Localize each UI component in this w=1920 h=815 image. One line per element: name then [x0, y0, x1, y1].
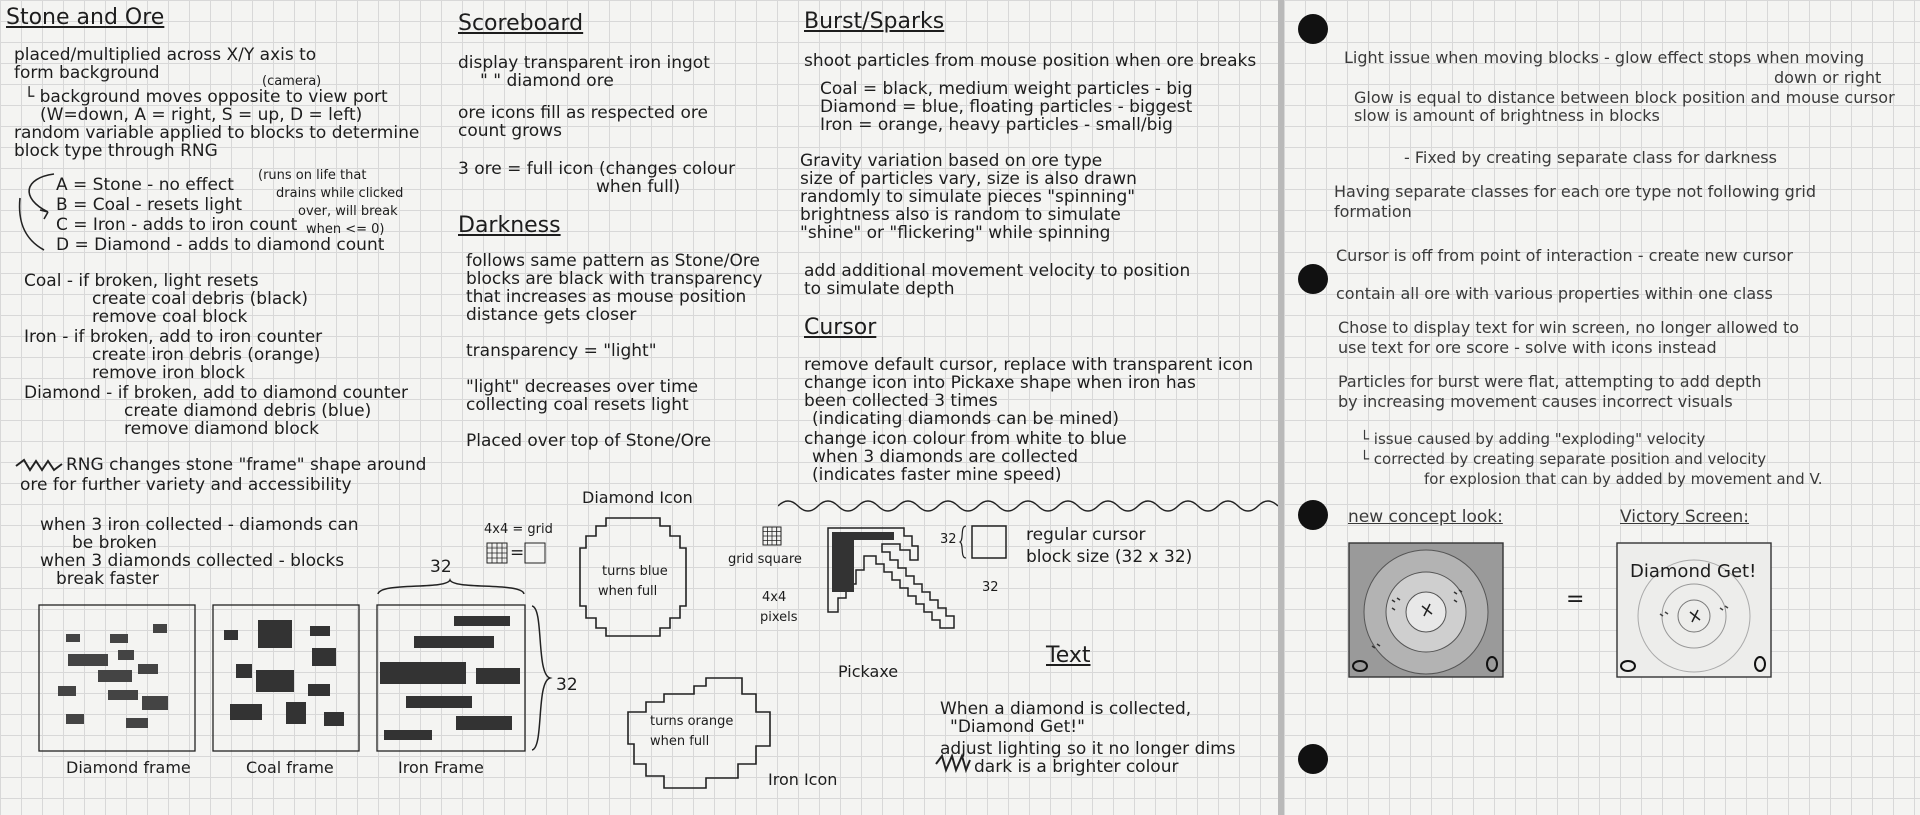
frame-dimension-top: 32: [430, 557, 452, 577]
diamond-icon-title: Diamond Icon: [582, 488, 693, 507]
issue-line: Light issue when moving blocks - glow effect stops when moving: [1344, 48, 1865, 67]
burst-line: Gravity variation based on ore type: [800, 151, 1103, 171]
binder-hole: [1298, 264, 1328, 294]
cursor-line: (indicating diamonds can be mined): [812, 409, 1120, 429]
cursor-title: Cursor: [804, 315, 877, 340]
grid-note-label: 4x4 = grid: [484, 522, 553, 537]
stone-ore-line: └ background moves opposite to view port: [24, 87, 388, 107]
grid-note-equals: =: [510, 543, 525, 563]
coal-rule: create coal debris (black): [92, 289, 309, 309]
scoreboard-line: ore icons fill as respected ore: [458, 103, 708, 123]
cursor-line: change icon colour from white to blue: [804, 429, 1127, 449]
cursor-line: remove default cursor, replace with transparent icon: [804, 355, 1254, 375]
victory-text: Diamond Get!: [1630, 561, 1757, 582]
burst-line: brightness also is random to simulate: [800, 205, 1121, 225]
pickaxe-grid-label: 4x4: [762, 590, 787, 605]
scoreboard-line: display transparent iron ingot: [458, 53, 710, 73]
diamond-icon-note: when full: [598, 584, 658, 599]
coal-frame-label: Coal frame: [246, 758, 334, 777]
scoreboard-title: Scoreboard: [458, 11, 584, 36]
coal-rule: remove coal block: [92, 307, 248, 327]
issue-line: Glow is equal to distance between block position and mouse cursor: [1354, 88, 1895, 107]
stone-ore-line: form background: [14, 63, 160, 83]
issue-line: formation: [1334, 202, 1412, 221]
stone-ore-title: Stone and Ore: [6, 5, 165, 30]
text-title: Text: [1046, 643, 1091, 668]
concept-title: new concept look:: [1348, 507, 1503, 527]
life-note: (runs on life that: [258, 168, 367, 183]
life-note: when <= 0): [306, 222, 385, 237]
rng-option-a: A = Stone - no effect: [56, 175, 234, 195]
diamond-rule: remove diamond block: [124, 419, 319, 439]
cursor-size-label: 32: [940, 532, 957, 547]
notebook-page-right: [1284, 0, 1920, 815]
section-divider: [778, 494, 1278, 514]
burst-line: shoot particles from mouse position when ore breaks: [804, 51, 1257, 71]
rng-frame-note: ore for further variety and accessibility: [20, 475, 352, 495]
scoreboard-line: count grows: [458, 121, 562, 141]
rng-option-b: B = Coal - resets light: [56, 195, 243, 215]
iron-rule: Iron - if broken, add to iron counter: [24, 327, 323, 347]
scoreboard-line: " " diamond ore: [480, 71, 614, 91]
darkness-line: that increases as mouse position: [466, 287, 747, 307]
darkness-line: distance gets closer: [466, 305, 637, 325]
diamond-icon-note: turns blue: [602, 564, 668, 579]
burst-line: "shine" or "flickering" while spinning: [800, 223, 1111, 243]
burst-line: Iron = orange, heavy particles - small/big: [820, 115, 1173, 135]
binder-hole: [1298, 744, 1328, 774]
issue-line: use text for ore score - solve with icons instead: [1338, 338, 1717, 357]
scoreboard-line: 3 ore = full icon (changes colour: [458, 159, 736, 179]
progression-note: break faster: [56, 569, 159, 589]
cursor-line: been collected 3 times: [804, 391, 998, 411]
burst-line: add additional movement velocity to position: [804, 261, 1191, 281]
cursor-line: change icon into Pickaxe shape when iron has: [804, 373, 1196, 393]
darkness-line: Placed over top of Stone/Ore: [466, 431, 712, 451]
progression-note: when 3 diamonds collected - blocks: [40, 551, 345, 571]
issue-line: └ issue caused by adding "exploding" velocity: [1360, 430, 1706, 448]
rng-option-c: C = Iron - adds to iron count: [56, 215, 298, 235]
burst-line: Coal = black, medium weight particles - big: [820, 79, 1193, 99]
cursor-line: when 3 diamonds are collected: [812, 447, 1079, 467]
burst-title: Burst/Sparks: [804, 9, 945, 34]
stone-ore-line: random variable applied to blocks to determine: [14, 123, 420, 143]
issue-line: by increasing movement causes incorrect visuals: [1338, 392, 1733, 411]
stone-ore-line: block type through RNG: [14, 141, 218, 161]
regular-cursor-note: regular cursor: [1026, 525, 1146, 545]
concept-equals: =: [1566, 587, 1585, 612]
coal-rule: Coal - if broken, light resets: [24, 271, 259, 291]
life-note: over, will break: [298, 204, 398, 219]
iron-rule: remove iron block: [92, 363, 245, 383]
issue-line: for explosion that can by added by movement and V.: [1424, 470, 1823, 488]
darkness-line: blocks are black with transparency: [466, 269, 763, 289]
issue-line: slow is amount of brightness in blocks: [1354, 106, 1660, 125]
victory-title: Victory Screen:: [1620, 507, 1750, 527]
iron-frame-label: Iron Frame: [398, 758, 484, 777]
stone-ore-line: (W=down, A = right, S = up, D = left): [40, 105, 363, 125]
text-line: adjust lighting so it no longer dims: [940, 739, 1236, 759]
burst-line: to simulate depth: [804, 279, 955, 299]
burst-line: size of particles vary, size is also drawn: [800, 169, 1137, 189]
scribble-icon: [14, 458, 64, 474]
pickaxe-grid-label: grid square: [728, 552, 802, 567]
pickaxe-grid-label: pixels: [760, 610, 798, 625]
diamond-rule: Diamond - if broken, add to diamond counter: [24, 383, 409, 403]
issue-line: down or right: [1774, 68, 1882, 87]
issue-line: Cursor is off from point of interaction - create new cursor: [1336, 246, 1793, 265]
grid-icon: [486, 542, 508, 564]
rng-frame-note: RNG changes stone "frame" shape around: [66, 455, 427, 475]
burst-line: randomly to simulate pieces "spinning": [800, 187, 1136, 207]
darkness-title: Darkness: [458, 213, 561, 238]
regular-cursor-note: block size (32 x 32): [1026, 547, 1193, 567]
frame-dimension-side: 32: [556, 675, 578, 695]
text-line: When a diamond is collected,: [940, 699, 1192, 719]
issue-line: └ corrected by creating separate position and velocity: [1360, 450, 1767, 468]
scribble-icon: [934, 752, 972, 774]
life-note: drains while clicked: [276, 186, 404, 201]
iron-frame-sketch: [376, 604, 526, 752]
iron-icon-note: when full: [650, 734, 710, 749]
burst-line: Diamond = blue, floating particles - biggest: [820, 97, 1193, 117]
iron-icon-title: Iron Icon: [768, 770, 838, 789]
diamond-rule: create diamond debris (blue): [124, 401, 372, 421]
progression-note: be broken: [72, 533, 157, 553]
darkness-line: collecting coal resets light: [466, 395, 689, 415]
text-line: dark is a brighter colour: [974, 757, 1179, 777]
binder-hole: [1298, 500, 1328, 530]
cursor-line: (indicates faster mine speed): [812, 465, 1062, 485]
cursor-size-label-bottom: 32: [982, 580, 999, 595]
darkness-line: follows same pattern as Stone/Ore: [466, 251, 760, 271]
rng-option-d: D = Diamond - adds to diamond count: [56, 235, 385, 255]
issue-line: Particles for burst were flat, attempting to add depth: [1338, 372, 1762, 391]
scoreboard-line: when full): [596, 177, 681, 197]
diamond-frame-sketch: [38, 604, 196, 752]
diamond-frame-label: Diamond frame: [66, 758, 191, 777]
camera-note: (camera): [262, 74, 322, 89]
iron-rule: create iron debris (orange): [92, 345, 321, 365]
issue-line: - Fixed by creating separate class for darkness: [1404, 148, 1777, 167]
progression-note: when 3 iron collected - diamonds can: [40, 515, 359, 535]
issue-line: contain all ore with various properties within one class: [1336, 284, 1773, 303]
coal-frame-sketch: [212, 604, 360, 752]
pickaxe-label: Pickaxe: [838, 662, 899, 681]
darkness-line: "light" decreases over time: [466, 377, 699, 397]
frame-side-brace: [528, 604, 554, 752]
iron-icon-note: turns orange: [650, 714, 734, 729]
grid-square-icon: [762, 526, 782, 546]
issue-line: Having separate classes for each ore type not following grid: [1334, 182, 1817, 201]
regular-cursor-icon: [958, 522, 1010, 562]
issue-line: Chose to display text for win screen, no longer allowed to: [1338, 318, 1800, 337]
frame-top-brace: [376, 578, 526, 598]
block-square-icon: [524, 542, 546, 564]
binder-hole: [1298, 14, 1328, 44]
stone-ore-line: placed/multiplied across X/Y axis to: [14, 45, 317, 65]
darkness-line: transparency = "light": [466, 341, 657, 361]
concept-sketch: [1348, 542, 1504, 678]
rng-brace-arrow: [14, 168, 58, 258]
text-line: "Diamond Get!": [950, 717, 1085, 737]
